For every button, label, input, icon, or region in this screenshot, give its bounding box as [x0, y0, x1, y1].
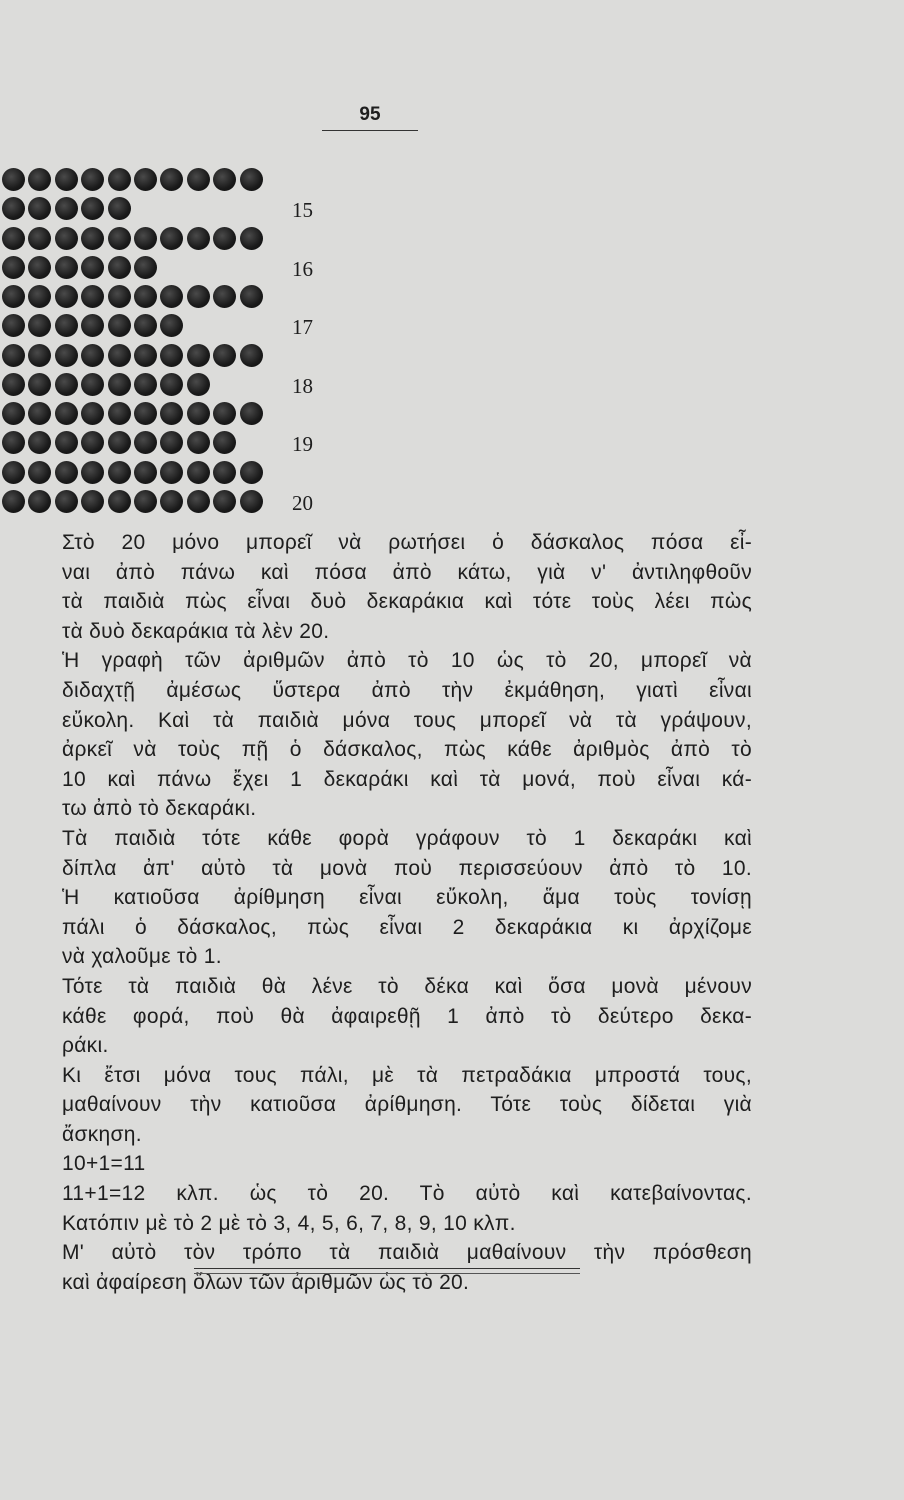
pebble-dot — [240, 227, 263, 250]
pebble-dot — [240, 285, 263, 308]
text-line: διδαχτῇ ἀμέσως ὕστερα ἀπὸ τὴν ἐκμάθηση, γιατὶ εἶναι — [62, 678, 752, 702]
text-line: Μ' αὐτὸ τὸν τρόπο τὰ παιδιὰ μαθαίνουν τὴν πρόσθεση — [62, 1241, 752, 1265]
dot-group-label: 17 — [292, 315, 313, 339]
pebble-dot — [81, 373, 104, 396]
pebble-dot — [187, 168, 210, 191]
pebble-dot — [28, 431, 51, 454]
pebble-dot — [160, 168, 183, 191]
pebble-dot — [134, 431, 157, 454]
text-line: Τότε τὰ παιδιὰ θὰ λένε τὸ δέκα καὶ ὅσα μονὰ μένουν — [62, 974, 752, 998]
pebble-dot — [2, 490, 25, 513]
text-line: 10+1=11 — [62, 1152, 146, 1176]
pebble-dot — [28, 344, 51, 367]
pebble-dot — [2, 314, 25, 337]
pebble-dot — [81, 431, 104, 454]
pebble-dot — [240, 490, 263, 513]
pebble-dot — [187, 461, 210, 484]
pebble-dot — [108, 197, 131, 220]
text-line: Στὸ 20 μόνο μπορεῖ νὰ ρωτήσει ὁ δάσκαλος πόσα εἶ- — [62, 531, 752, 554]
end-rule — [194, 1268, 580, 1269]
dot-group — [0, 285, 340, 345]
pebble-dot — [187, 285, 210, 308]
text-line: Ἡ γραφὴ τῶν ἀριθμῶν ἀπὸ τὸ 10 ὡς τὸ 20, μπορεῖ νὰ — [62, 649, 752, 673]
pebble-dot — [108, 285, 131, 308]
pebble-dot — [28, 168, 51, 191]
pebble-dot — [134, 461, 157, 484]
pebble-dot — [213, 431, 236, 454]
end-rule-thin — [194, 1273, 580, 1274]
pebble-dot — [160, 461, 183, 484]
pebble-dot — [28, 256, 51, 279]
text-line: καὶ ἀφαίρεση ὅλων τῶν ἀριθμῶν ὡς τὸ 20. — [62, 1270, 470, 1294]
pebble-dot — [134, 402, 157, 425]
text-line: Τὰ παιδιὰ τότε κάθε φορὰ γράφουν τὸ 1 δεκαράκι καὶ — [62, 826, 752, 850]
body-text — [62, 528, 752, 1297]
pebble-dot — [108, 227, 131, 250]
text-line: δίπλα ἀπ' αὐτὸ τὰ μονὰ ποὺ περισσεύουν ἀπὸ τὸ 10. — [62, 856, 752, 880]
dot-group-label: 18 — [292, 373, 313, 398]
text-line: πάλι ὁ δάσκαλος, πὼς εἶναι 2 δεκαράκια κι ἀρχίζομε — [62, 915, 752, 939]
pebble-dot — [160, 490, 183, 513]
text-line: εὔκολη. Καὶ τὰ παιδιὰ μόνα τους μπορεῖ νὰ τὰ γράψουν, — [62, 708, 752, 732]
text-line: ἀρκεῖ νὰ τοὺς πῇ ὁ δάσκαλος, πὼς κάθε ἀριθμὸς ἀπὸ τὸ — [62, 738, 752, 762]
pebble-dot — [2, 344, 25, 367]
dot-group — [0, 402, 340, 462]
pebble-dot — [108, 256, 131, 279]
pebble-dot — [108, 431, 131, 454]
pebble-dot — [81, 285, 104, 308]
pebble-dot — [28, 285, 51, 308]
pebble-dot — [2, 256, 25, 279]
text-line: κάθε φορά, ποὺ θὰ ἀφαιρεθῇ 1 ἀπὸ τὸ δεύτερο δεκα- — [62, 1004, 752, 1028]
pebble-dot — [55, 402, 78, 425]
pebble-dot — [28, 461, 51, 484]
pebble-dot — [160, 431, 183, 454]
pebble-dot — [81, 227, 104, 250]
pebble-dot — [108, 168, 131, 191]
pebble-dot — [28, 490, 51, 513]
dot-group-label: 16 — [292, 256, 313, 281]
pebble-dot — [2, 285, 25, 308]
text-line: τω ἀπὸ τὸ δεκαράκι. — [62, 797, 257, 821]
text-line: τὰ παιδιὰ πὼς εἶναι δυὸ δεκαράκια καὶ τότε τοὺς λέει πὼς — [62, 590, 752, 614]
pebble-dot — [240, 402, 263, 425]
dot-group-label: 20 — [292, 490, 313, 515]
pebble-dot — [213, 461, 236, 484]
pebble-dot — [81, 402, 104, 425]
pebble-dot — [55, 373, 78, 396]
pebble-dot — [55, 168, 78, 191]
text-line: νὰ χαλοῦμε τὸ 1. — [62, 945, 222, 969]
page-number: 95 — [322, 104, 418, 131]
pebble-dot — [55, 314, 78, 337]
pebble-dot — [28, 373, 51, 396]
pebble-dot — [2, 168, 25, 191]
text-line: μαθαίνουν τὴν κατιοῦσα ἀρίθμηση. Τότε τοὺς δίδεται γιὰ — [62, 1093, 752, 1117]
pebble-dot — [55, 461, 78, 484]
pebble-dot — [55, 490, 78, 513]
text-line: Ἡ κατιοῦσα ἀρίθμηση εἶναι εὔκολη, ἅμα τοὺς τονίσῃ — [62, 886, 752, 910]
pebble-dot — [2, 431, 25, 454]
pebble-dot — [28, 197, 51, 220]
pebble-dot — [187, 227, 210, 250]
pebble-dot — [2, 373, 25, 396]
pebble-dot — [134, 314, 157, 337]
pebble-dot — [134, 256, 157, 279]
pebble-dot — [55, 344, 78, 367]
pebble-dot — [240, 168, 263, 191]
pebble-dot — [108, 490, 131, 513]
pebble-dot — [160, 402, 183, 425]
pebble-dot — [134, 227, 157, 250]
pebble-dot — [81, 168, 104, 191]
pebble-dot — [134, 285, 157, 308]
pebble-dot — [134, 344, 157, 367]
dot-group-label: 15 — [292, 198, 313, 222]
pebble-dot — [240, 344, 263, 367]
pebble-dot — [81, 344, 104, 367]
pebble-dot — [108, 402, 131, 425]
text-line: Κι ἔτσι μόνα τους πάλι, μὲ τὰ πετραδάκια μπροστά τους, — [62, 1063, 752, 1087]
pebble-dot — [134, 168, 157, 191]
dot-group-label: 19 — [292, 432, 313, 456]
pebble-dot — [2, 227, 25, 250]
text-line: 11+1=12 κλπ. ὡς τὸ 20. Τὸ αὐτὸ καὶ κατεβαίνοντας. — [62, 1182, 752, 1206]
pebble-dot — [213, 344, 236, 367]
pebble-dot — [240, 461, 263, 484]
dot-group — [0, 461, 340, 521]
pebble-dot — [108, 314, 131, 337]
pebble-dot — [81, 461, 104, 484]
pebble-dot — [213, 490, 236, 513]
pebble-dot — [28, 227, 51, 250]
pebble-dot — [160, 373, 183, 396]
pebble-dot — [81, 490, 104, 513]
dot-group — [0, 168, 340, 228]
pebble-dot — [28, 402, 51, 425]
text-line: ναι ἀπὸ πάνω καὶ πόσα ἀπὸ κάτω, γιὰ ν' ἀντιληφθοῦν — [62, 560, 752, 584]
pebble-dot — [160, 227, 183, 250]
pebble-dot — [213, 285, 236, 308]
pebble-dot — [187, 490, 210, 513]
pebble-dot — [160, 344, 183, 367]
pebble-dot — [108, 461, 131, 484]
pebble-dot — [2, 197, 25, 220]
text-line: ἄσκηση. — [62, 1122, 142, 1146]
pebble-dot — [55, 197, 78, 220]
text-line: ράκι. — [62, 1034, 109, 1058]
pebble-dot — [28, 314, 51, 337]
pebble-dot — [160, 314, 183, 337]
pebble-dot — [187, 373, 210, 396]
pebble-dot — [160, 285, 183, 308]
pebble-dot — [187, 402, 210, 425]
dot-group — [0, 344, 340, 404]
pebble-dot — [2, 402, 25, 425]
dot-group — [0, 227, 340, 287]
text-line: τὰ δυὸ δεκαράκια τὰ λὲν 20. — [62, 619, 330, 643]
pebble-dot — [187, 431, 210, 454]
pebble-dot — [55, 285, 78, 308]
pebble-dot — [81, 197, 104, 220]
pebble-dot — [81, 314, 104, 337]
pebble-dot — [213, 227, 236, 250]
pebble-dot — [2, 461, 25, 484]
pebble-dot — [55, 227, 78, 250]
pebble-dot — [213, 402, 236, 425]
pebble-dot — [108, 344, 131, 367]
pebble-dot — [187, 344, 210, 367]
text-line: Κατόπιν μὲ τὸ 2 μὲ τὸ 3, 4, 5, 6, 7, 8, 9, 10 κλπ. — [62, 1211, 516, 1235]
pebble-dot — [108, 373, 131, 396]
pebble-dot — [213, 168, 236, 191]
text-line: 10 καὶ πάνω ἔχει 1 δεκαράκι καὶ τὰ μονά, ποὺ εἶναι κά- — [62, 767, 752, 791]
pebble-dot — [55, 256, 78, 279]
pebble-dot — [134, 490, 157, 513]
pebble-dot — [55, 431, 78, 454]
pebble-dot — [134, 373, 157, 396]
pebble-dot — [81, 256, 104, 279]
